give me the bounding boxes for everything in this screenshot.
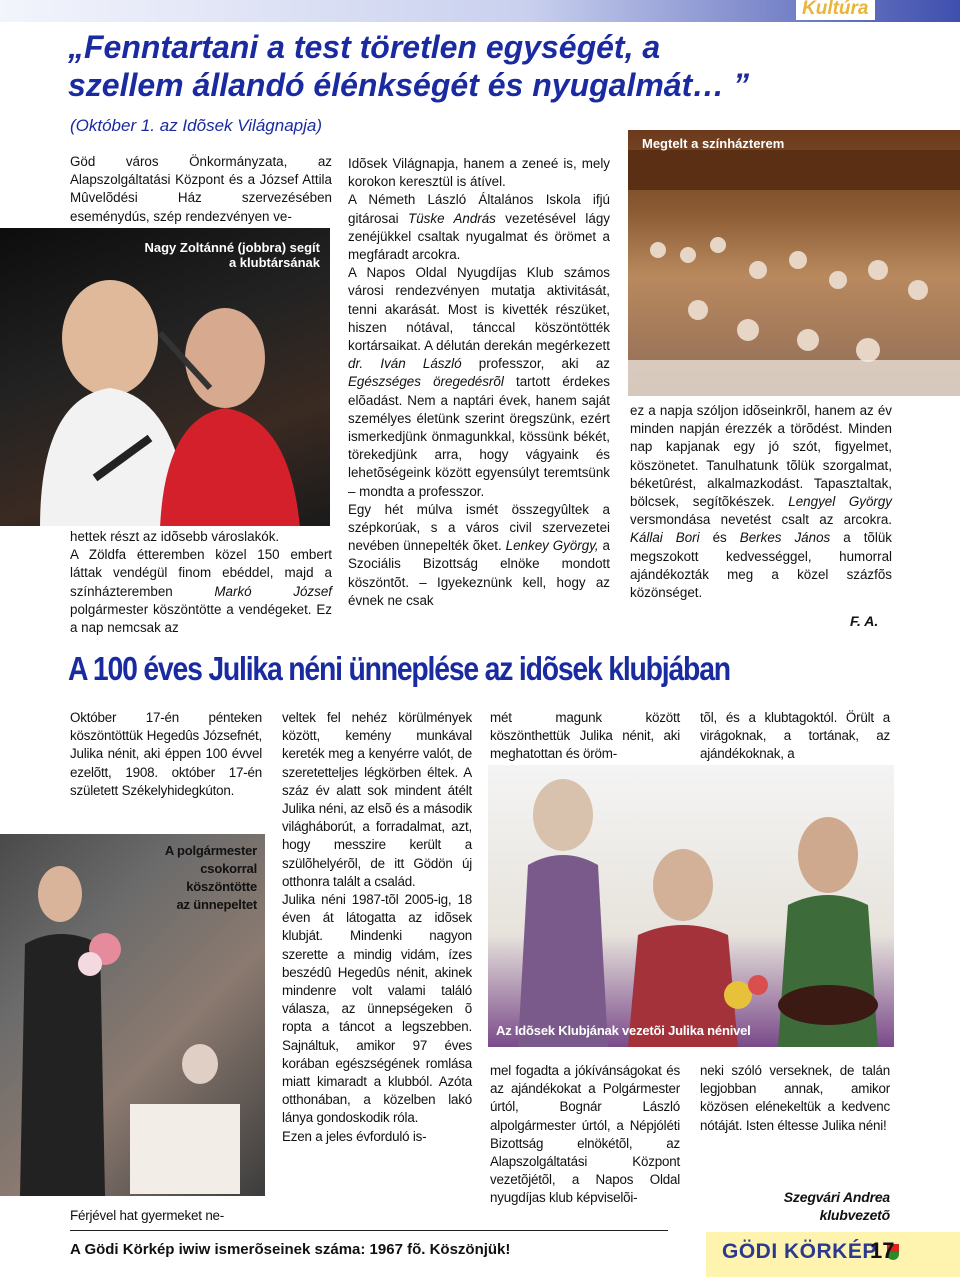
text-run: vezetésével lágy zenéjükkel csaltak nyugalmat és örömet a megfáradt arcokra.: [348, 210, 610, 263]
signature-name: Szegvári Andrea: [783, 1189, 890, 1205]
caption-line: köszöntötte: [186, 879, 257, 894]
text-run: Egy hét múlva ismét összegyûltek a szépkorúak, s a város civil szervezetei nevében ünnepelték õket.: [348, 501, 610, 554]
article2-col4-bottom: neki szóló verseknek, de talán legjobban annak, amikor közösen elénekeltük a kedvenc nótáját. Isten éltesse Julika néni!: [700, 1063, 890, 1133]
section-label: Kultúra: [796, 0, 875, 20]
photo-club-caption: Az Idõsek Klubjának vezetõi Julika nénivel: [496, 1023, 751, 1038]
article1-signature: F. A.: [850, 613, 879, 629]
article2-col2: [282, 709, 472, 1146]
text-para: hettek részt az idõsebb városlakók.: [70, 529, 280, 544]
photo-singers-drawing: [0, 228, 330, 526]
article1-col1-intro: Göd város Önkormányzata, az Alapszolgáltatási Központ és a József Attila Mûvelõdési Ház szervezésében eseménydús, szép rendezvényen ve-: [70, 154, 332, 224]
text-run: tartott érdekes elõadást. Nem a naptári évek, hanem saját személyes életünk szerint öregszünk, ezért ismerkedjünk önmagunkkal, kössünk békét, törekedjünk arra, hogy vágyaink és lehetõségeink között egyensúlyt teremtsünk – mondta a professzor.: [348, 374, 610, 499]
photo-singers-caption: [144, 240, 320, 270]
article1-col2: [348, 155, 610, 610]
text-run: professzor, aki az: [461, 356, 611, 372]
text-para: Ezen a jeles évforduló is-: [282, 1128, 427, 1144]
text-run: versmondása nevetést csalt az arcokra.: [630, 512, 892, 528]
caption-line1: Nagy Zoltánné (jobbra) segít: [144, 240, 320, 255]
article2-col4-top: tõl, és a klubtagoktól. Örült a virágoknak, a tortának, az ajándékoknak, a: [700, 710, 890, 762]
article2-col1-bottom: Férjével hat gyermeket ne-: [70, 1208, 225, 1223]
article2-title: A 100 éves Julika néni ünneplése az idõsek klubjában: [68, 650, 730, 687]
text-run: a Szociális Bizottság elnöke mondott köszöntõt. – Igyekeznünk kell, hogy az évnek ne csak: [348, 538, 610, 608]
text-para: Julika néni 1987-tõl 2005-ig, 18 éven át látogatta az idõsek klubját. Mindenki nagyon szerette a mindig vidám, ízes beszédû Hegedûs nénit, akinek mindenre volt valami találó válasza, az ünnepségeken õ ropta a táncot a legszebben. Sajnáltuk, amikor 97 éves korában egészségének romlása miatt kimaradt a klubból. Azóta otthonában, a közelben lakó lánya gondoskodik róla.: [282, 892, 472, 1126]
name-run: Lengyel György: [788, 494, 892, 510]
text-para: [70, 546, 332, 637]
photo-hall-drawing: [628, 130, 960, 396]
article1-title-line2: szellem állandó élénkségét és nyugalmát… ”: [68, 67, 750, 103]
text-run: A Napos Oldal Nyugdíjas Klub számos városi rendezvényen mutatja aktivitását, tenni akarását. Most is kivették részüket, hiszen nótával, tánccal köszöntötték kortársaikat. A délután derekán megérkezett: [348, 265, 610, 354]
text-para: veltek fel nehéz körülmények között, kemény munkával kereték meg a kenyérre valót, de szeretetteljes légkörben éltek. A száz év alatt sok mindent átélt Julika néni, az elsõ és a második világháborút, a forradalmat, azt, hogy messzire került a szülõhelyérõl, de itt Gödön új otthonra talált a család.: [282, 710, 472, 889]
signature-role: klubvezetõ: [819, 1207, 890, 1223]
footer-rule: [70, 1230, 668, 1231]
logo-text: GÖDI KÖRKÉP: [722, 1240, 877, 1263]
article1-col3: [630, 402, 892, 602]
caption-line: A polgármester: [164, 843, 257, 858]
photo-hall-caption: Megtelt a színházterem: [642, 136, 785, 151]
lecture-title: Egészséges öregedésrõl: [348, 374, 504, 390]
article2-col3-top: mét magunk között köszönthettük Julika nénit, aki meghatottan és öröm-: [490, 710, 680, 762]
article2-signature: [700, 1188, 890, 1224]
caption-line: az ünnepeltet: [176, 897, 257, 912]
text-run: a tõlük megszokott kedvességgel, humorral ajándékozták meg a közel százfõs közönséget.: [630, 530, 892, 601]
text-para: [348, 264, 610, 501]
footer-notice: A Gödi Körkép iwiw ismerõseinek száma: 1967 fõ. Köszönjük!: [70, 1241, 511, 1258]
page-number: 17: [870, 1238, 895, 1263]
name-run: Berkes János: [739, 530, 831, 546]
name-run: Tüske András: [408, 210, 496, 226]
photo-theatre-hall: [628, 130, 960, 396]
article1-title: [68, 28, 888, 104]
photo-club-leaders: [488, 765, 894, 1047]
text-para: [348, 191, 610, 264]
text-para: [630, 402, 892, 602]
text-para: [348, 501, 610, 610]
article2-col1-top: Október 17-én pénteken köszöntöttük Hegedûs Józsefnét, Julika nénit, aki éppen 100 évvel ezelõtt, 1908. október 17-én született Székelyhidegkúton.: [70, 710, 262, 798]
caption-line: csokorral: [200, 861, 257, 876]
photo-mayor: [0, 834, 265, 1196]
photo-club-drawing: [488, 765, 894, 1047]
name-run: Lenkey György,: [505, 538, 599, 554]
article1-subtitle: (Október 1. az Idõsek Világnapja): [70, 116, 322, 135]
name-run: dr. Iván László: [348, 356, 462, 372]
article2-col3-bottom: mel fogadta a jókívánságokat és az ajándékokat a Polgármester úrtól, Bognár László alpolgármester úrtól, a Népjóléti Bizottság elnökétõl, az Alapszolgáltatási Központ vezetõjétõl, a Napos Oldal nyugdíjas klub képviselõi-: [490, 1063, 680, 1206]
text-run: A Zöldfa étteremben közel 150 embert láttak vendégül finom ebéddel, majd a színházteremben: [70, 547, 332, 599]
text-run: polgármester köszöntötte a vendégeket. Ez a nap nemcsak az: [70, 601, 332, 636]
article1-col1-after: [70, 528, 332, 637]
mayor-name: Markó József: [214, 583, 332, 599]
article1-title-line1: „Fenntartani a test töretlen egységét, a: [68, 29, 661, 65]
text-para: Idõsek Világnapja, hanem a zeneé is, mely korokon keresztül is átível.: [348, 156, 610, 190]
text-run: A Németh László Általános Iskola ifjú gitárosai: [348, 192, 610, 226]
text-run: ez a napja szóljon idõseinkrõl, hanem az év minden napján érezzék a törõdést. Minden nap kapjanak egy jó szót, figyelmet, köszönetet. Tanulhatunk tõlük szorgalmat, béketûrést, alkalmazkodást. Tapasztaltak, bölcsek, segítõkészek.: [630, 403, 892, 510]
caption-line2: a klubtársának: [228, 255, 320, 270]
text-run: és: [699, 530, 740, 546]
photo-singers: [0, 228, 330, 526]
name-run: Kállai Bori: [630, 530, 700, 546]
photo-mayor-caption: [165, 842, 257, 914]
